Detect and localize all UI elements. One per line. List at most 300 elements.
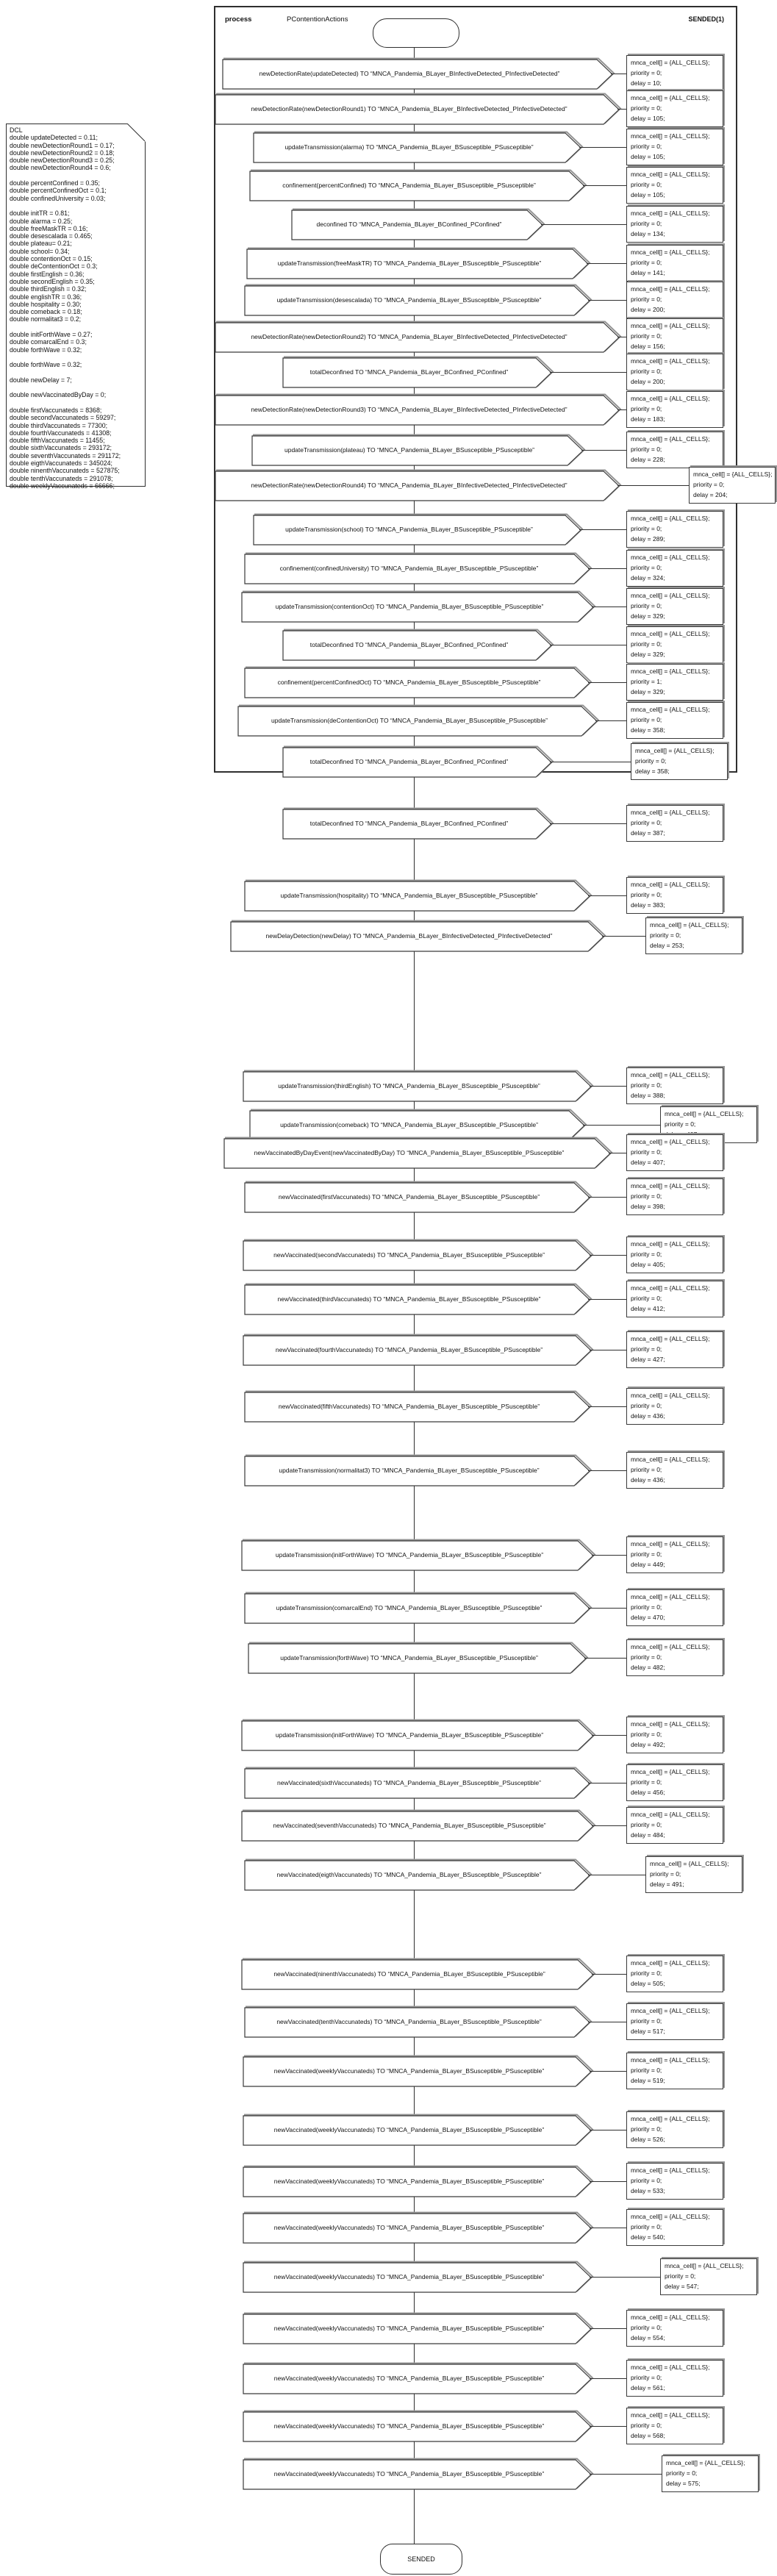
- output-signal-label: totalDeconfined TO “MNCA_Pandemia_BLayer_BConfined_PConfined”: [309, 758, 509, 765]
- param-priority-line: priority = 0;: [631, 68, 662, 76]
- param-note-box[interactable]: [626, 245, 723, 282]
- param-delay-line: delay = 253;: [650, 941, 684, 949]
- connector-line: [592, 1735, 626, 1736]
- param-priority-line: priority = 0;: [631, 142, 662, 150]
- output-signal-label: confinement(confinedUniversity) TO “MNCA_Pandemia_BLayer_BSusceptible_PSusceptible”: [279, 565, 539, 572]
- param-cells-line: mnca_cell[] = {ALL_CELLS};: [631, 248, 710, 256]
- dcl-line: double school= 0.34;: [10, 247, 70, 255]
- dcl-line: double firstEnglish = 0.36;: [10, 270, 85, 278]
- param-cells-line: mnca_cell[] = {ALL_CELLS};: [631, 2314, 710, 2321]
- connector-line: [590, 2474, 662, 2475]
- dcl-line: double seventhVaccunateds = 291172;: [10, 451, 121, 459]
- param-priority-line: priority = 0;: [631, 404, 662, 412]
- param-delay-line: delay = 105;: [631, 114, 665, 122]
- connector-line: [588, 1299, 626, 1300]
- connector-line: [617, 109, 626, 110]
- param-note-box[interactable]: [626, 2209, 723, 2246]
- param-delay-line: delay = 407;: [631, 1158, 665, 1166]
- output-signal-label: updateTransmission(comarcalEnd) TO “MNCA_Pandemia_BLayer_BSusceptible_PSusceptible”: [276, 1604, 543, 1611]
- param-note-box[interactable]: [626, 391, 723, 428]
- param-delay-line: delay = 329;: [631, 687, 665, 695]
- process-keyword-label: process: [225, 15, 252, 24]
- param-note-box[interactable]: [626, 511, 723, 548]
- param-delay-line: delay = 505;: [631, 1979, 665, 1987]
- dcl-line: double eigthVaccunateds = 345024;: [10, 459, 112, 468]
- connector-line: [617, 485, 689, 486]
- param-cells-line: mnca_cell[] = {ALL_CELLS};: [631, 2167, 710, 2174]
- output-signal-label: newDetectionRate(updateDetected) TO “MNCA_Pandemia_BLayer_BInfectiveDetected_PInfectiveDetected”: [259, 70, 560, 77]
- connector-line: [579, 147, 626, 148]
- param-priority-line: priority = 0;: [631, 1969, 662, 1977]
- connector-line: [588, 682, 626, 683]
- output-signal-label: newVaccinated(secondVaccunateds) TO “MNCA_Pandemia_BLayer_BSusceptible_PSusceptible”: [273, 1251, 545, 1259]
- dcl-line: double newVaccinatedByDay = 0;: [10, 391, 107, 399]
- dcl-line: double percentConfinedOct = 0.1;: [10, 187, 107, 195]
- param-priority-line: priority = 0;: [631, 1250, 662, 1258]
- connector-line: [588, 1197, 626, 1198]
- connector-line: [584, 1658, 626, 1659]
- output-signal-label: updateTransmission(deContentionOct) TO “MNCA_Pandemia_BLayer_BSusceptible_PSusceptible”: [271, 717, 548, 724]
- output-signal-label: newDetectionRate(newDetectionRound2) TO “MNCA_Pandemia_BLayer_BInfectiveDetected_PInfectiveDetected”: [251, 333, 567, 340]
- param-note-box[interactable]: [660, 2258, 757, 2295]
- output-signal-label: newVaccinated(tenthVaccunateds) TO “MNCA_Pandemia_BLayer_BSusceptible_PSusceptible”: [276, 2018, 542, 2025]
- param-note-box[interactable]: [626, 2408, 723, 2444]
- param-cells-line: mnca_cell[] = {ALL_CELLS};: [631, 1392, 710, 1399]
- param-cells-line: mnca_cell[] = {ALL_CELLS};: [631, 554, 710, 561]
- dcl-line: double fourthVaccunateds = 41308;: [10, 429, 112, 437]
- connector-line: [590, 1086, 626, 1087]
- param-priority-line: priority = 1;: [631, 677, 662, 685]
- output-signal-label: newVaccinated(fifthVaccunateds) TO “MNCA_Pandemia_BLayer_BSusceptible_PSusceptible”: [278, 1403, 540, 1410]
- param-priority-line: priority = 0;: [631, 563, 662, 571]
- dcl-line: double percentConfined = 0.35;: [10, 179, 101, 187]
- param-cells-line: mnca_cell[] = {ALL_CELLS};: [650, 921, 729, 929]
- output-signal-label: newVaccinated(fourthVaccunateds) TO “MNCA_Pandemia_BLayer_BSusceptible_PSusceptible”: [275, 1346, 543, 1353]
- param-priority-line: priority = 0;: [631, 715, 662, 723]
- param-delay-line: delay = 561;: [631, 2383, 665, 2391]
- param-delay-line: delay = 105;: [631, 152, 665, 160]
- param-delay-line: delay = 329;: [631, 612, 665, 620]
- param-cells-line: mnca_cell[] = {ALL_CELLS};: [650, 1860, 729, 1867]
- output-signal-label: updateTransmission(thirdEnglish) TO “MNCA_Pandemia_BLayer_BSusceptible_PSusceptible”: [278, 1082, 540, 1090]
- param-cells-line: mnca_cell[] = {ALL_CELLS};: [631, 1240, 710, 1248]
- param-delay-line: delay = 388;: [631, 1091, 665, 1099]
- param-cells-line: mnca_cell[] = {ALL_CELLS};: [631, 171, 710, 178]
- output-signal-label: newDelayDetection(newDelay) TO “MNCA_Pandemia_BLayer_BInfectiveDetected_PInfectiveDetected”: [265, 932, 553, 940]
- param-delay-line: delay = 436;: [631, 1475, 665, 1484]
- param-priority-line: priority = 0;: [631, 2421, 662, 2429]
- param-cells-line: mnca_cell[] = {ALL_CELLS};: [631, 1456, 710, 1463]
- param-delay-line: delay = 10;: [631, 79, 662, 87]
- param-priority-line: priority = 0;: [631, 1081, 662, 1089]
- param-note-box[interactable]: [626, 550, 723, 587]
- param-cells-line: mnca_cell[] = {ALL_CELLS};: [631, 322, 710, 329]
- param-cells-line: mnca_cell[] = {ALL_CELLS};: [631, 285, 710, 293]
- param-priority-line: priority = 0;: [631, 1465, 662, 1473]
- param-priority-line: priority = 0;: [631, 1550, 662, 1558]
- param-note-box[interactable]: [626, 626, 723, 663]
- param-note-box[interactable]: [626, 282, 723, 318]
- param-note-box[interactable]: [626, 805, 723, 842]
- param-note-box[interactable]: [626, 1067, 723, 1104]
- dcl-line: [10, 384, 142, 391]
- dcl-line: [10, 369, 142, 376]
- param-note-box[interactable]: [626, 2310, 723, 2347]
- param-priority-line: priority = 0;: [650, 931, 681, 939]
- param-delay-line: delay = 358;: [635, 767, 670, 775]
- param-delay-line: delay = 427;: [631, 1355, 665, 1363]
- param-note-box[interactable]: [626, 1589, 723, 1626]
- dcl-line: double secondEnglish = 0.35;: [10, 277, 95, 285]
- connector-line: [590, 2277, 660, 2278]
- param-priority-line: priority = 0;: [631, 104, 662, 112]
- param-note-box[interactable]: [626, 55, 723, 92]
- param-note-box[interactable]: [626, 2053, 723, 2089]
- param-priority-line: priority = 0;: [631, 295, 662, 303]
- connector-line: [590, 1255, 626, 1256]
- param-note-box[interactable]: [645, 917, 742, 954]
- output-signal-label: newVaccinated(seventhVaccunateds) TO “MNCA_Pandemia_BLayer_BSusceptible_PSusceptible”: [273, 1822, 546, 1829]
- connector-line: [588, 300, 626, 301]
- param-note-box[interactable]: [626, 167, 723, 204]
- param-priority-line: priority = 0;: [631, 258, 662, 266]
- dcl-line: double thirdVaccunateds = 77300;: [10, 421, 108, 429]
- param-priority-line: priority = 0;: [631, 601, 662, 609]
- param-delay-line: delay = 517;: [631, 2027, 665, 2035]
- connector-line: [590, 2071, 626, 2072]
- param-note-box[interactable]: [626, 1807, 723, 1844]
- param-priority-line: priority = 0;: [693, 480, 725, 488]
- param-note-box[interactable]: [626, 1639, 723, 1676]
- param-note-box[interactable]: [645, 1856, 742, 1893]
- param-delay-line: delay = 200;: [631, 305, 665, 313]
- param-priority-line: priority = 0;: [631, 818, 662, 826]
- param-note-box[interactable]: [626, 877, 723, 914]
- param-priority-line: priority = 0;: [631, 2176, 662, 2184]
- output-signal-label: totalDeconfined TO “MNCA_Pandemia_BLayer_BConfined_PConfined”: [309, 641, 509, 648]
- param-note-box[interactable]: [626, 1178, 723, 1215]
- param-cells-line: mnca_cell[] = {ALL_CELLS};: [631, 881, 710, 888]
- param-priority-line: priority = 0;: [631, 1820, 662, 1828]
- dcl-line: double fifthVaccunateds = 11455;: [10, 437, 105, 445]
- dcl-line: double englishTR = 0.36;: [10, 293, 82, 301]
- param-delay-line: delay = 134;: [631, 229, 665, 237]
- param-note-box[interactable]: [626, 664, 723, 701]
- param-note-box[interactable]: [626, 2360, 723, 2397]
- output-signal-label: newVaccinated(weeklyVaccunateds) TO “MNCA_Pandemia_BLayer_BSusceptible_PSusceptible”: [273, 2470, 545, 2477]
- param-delay-line: delay = 383;: [631, 901, 665, 909]
- param-cells-line: mnca_cell[] = {ALL_CELLS};: [631, 1959, 710, 1967]
- param-cells-line: mnca_cell[] = {ALL_CELLS};: [631, 2056, 710, 2064]
- output-signal-label: updateTransmission(initForthWave) TO “MNCA_Pandemia_BLayer_BSusceptible_PSusceptible”: [275, 1551, 544, 1559]
- param-cells-line: mnca_cell[] = {ALL_CELLS};: [631, 706, 710, 713]
- param-note-box[interactable]: [689, 467, 776, 504]
- param-delay-line: delay = 484;: [631, 1831, 665, 1839]
- param-cells-line: mnca_cell[] = {ALL_CELLS};: [631, 1811, 710, 1818]
- param-cells-line: mnca_cell[] = {ALL_CELLS};: [631, 592, 710, 599]
- param-delay-line: delay = 183;: [631, 415, 665, 423]
- param-priority-line: priority = 0;: [631, 219, 662, 227]
- connector-line: [592, 1555, 626, 1556]
- param-priority-line: priority = 0;: [631, 1730, 662, 1738]
- param-priority-line: priority = 0;: [631, 2066, 662, 2074]
- param-cells-line: mnca_cell[] = {ALL_CELLS};: [631, 2115, 710, 2122]
- param-cells-line: mnca_cell[] = {ALL_CELLS};: [631, 1540, 710, 1548]
- param-priority-line: priority = 0;: [631, 1294, 662, 1302]
- param-cells-line: mnca_cell[] = {ALL_CELLS};: [631, 630, 710, 637]
- param-cells-line: mnca_cell[] = {ALL_CELLS};: [631, 2411, 710, 2419]
- param-delay-line: delay = 228;: [631, 455, 665, 463]
- param-cells-line: mnca_cell[] = {ALL_CELLS};: [631, 668, 710, 675]
- param-note-box[interactable]: [626, 318, 723, 355]
- param-priority-line: priority = 0;: [631, 1603, 662, 1611]
- end-state[interactable]: [380, 2544, 462, 2575]
- connector-line: [581, 450, 626, 451]
- dcl-line: double initTR = 0.81;: [10, 210, 70, 218]
- dcl-line: double forthWave = 0.32;: [10, 346, 82, 354]
- param-delay-line: delay = 324;: [631, 573, 665, 582]
- param-note-box[interactable]: [626, 1281, 723, 1317]
- connector-line: [590, 2426, 626, 2427]
- param-cells-line: mnca_cell[] = {ALL_CELLS};: [631, 515, 710, 522]
- connector-line: [602, 936, 645, 937]
- param-delay-line: delay = 436;: [631, 1412, 665, 1420]
- param-delay-line: delay = 398;: [631, 1202, 665, 1210]
- output-signal-label: updateTransmission(forthWave) TO “MNCA_Pandemia_BLayer_BSusceptible_PSusceptible”: [280, 1654, 538, 1661]
- dcl-text: [10, 126, 142, 490]
- connector-line: [587, 263, 626, 264]
- param-priority-line: priority = 0;: [631, 2125, 662, 2133]
- param-priority-line: priority = 0;: [631, 1778, 662, 1786]
- dcl-line: double firstVaccunateds = 8368;: [10, 406, 102, 414]
- param-priority-line: priority = 0;: [631, 445, 662, 453]
- output-signal-label: newVaccinated(sixthVaccunateds) TO “MNCA_Pandemia_BLayer_BSusceptible_PSusceptible”: [277, 1779, 541, 1786]
- param-priority-line: priority = 0;: [635, 756, 667, 765]
- param-delay-line: delay = 568;: [631, 2431, 665, 2439]
- dcl-line: double alarma = 0.25;: [10, 217, 73, 225]
- note-fold-corner-icon: [127, 124, 146, 142]
- param-priority-line: priority = 0;: [631, 524, 662, 532]
- connector-line: [583, 185, 626, 186]
- param-note-box[interactable]: [662, 2455, 759, 2492]
- output-signal-label: totalDeconfined TO “MNCA_Pandemia_BLayer_BConfined_PConfined”: [309, 820, 509, 827]
- connector-line: [617, 409, 626, 410]
- connector-line: [583, 1125, 660, 1126]
- param-note-box[interactable]: [626, 1536, 723, 1573]
- param-note-box[interactable]: [626, 1764, 723, 1801]
- output-signal-label: confinement(percentConfined) TO “MNCA_Pandemia_BLayer_BSusceptible_PSusceptible”: [282, 182, 536, 189]
- param-priority-line: priority = 0;: [631, 332, 662, 340]
- param-delay-line: delay = 547;: [665, 2282, 699, 2290]
- param-cells-line: mnca_cell[] = {ALL_CELLS};: [631, 809, 710, 816]
- dcl-line: double weeklyVaccunateds = 66666;: [10, 482, 115, 490]
- param-note-box[interactable]: [626, 354, 723, 390]
- output-signal-label: newVaccinated(weeklyVaccunateds) TO “MNCA_Pandemia_BLayer_BSusceptible_PSusceptible”: [273, 2126, 545, 2133]
- param-delay-line: delay = 289;: [631, 534, 665, 543]
- output-signal-label: updateTransmission(alarma) TO “MNCA_Pandemia_BLayer_BSusceptible_PSusceptible”: [284, 143, 534, 151]
- output-signal-label: newVaccinated(weeklyVaccunateds) TO “MNCA_Pandemia_BLayer_BSusceptible_PSusceptible”: [273, 2375, 545, 2382]
- param-cells-line: mnca_cell[] = {ALL_CELLS};: [631, 435, 710, 443]
- start-state[interactable]: [373, 18, 459, 48]
- sended-count-label: SENDED(1): [688, 15, 724, 23]
- dcl-line: double newDetectionRound4 = 0.6;: [10, 164, 111, 172]
- param-cells-line: mnca_cell[] = {ALL_CELLS};: [631, 1768, 710, 1775]
- param-priority-line: priority = 0;: [631, 2373, 662, 2381]
- connector-line: [595, 720, 626, 721]
- param-note-box[interactable]: [626, 2163, 723, 2200]
- output-signal-label: newDetectionRate(newDetectionRound3) TO “MNCA_Pandemia_BLayer_BInfectiveDetected_PInfectiveDetected”: [251, 406, 567, 413]
- param-note-box[interactable]: [626, 432, 723, 468]
- connector-line: [588, 1406, 626, 1407]
- connector-line: [590, 2378, 626, 2379]
- connector-line: [588, 895, 626, 896]
- param-priority-line: priority = 0;: [631, 1653, 662, 1661]
- param-cells-line: mnca_cell[] = {ALL_CELLS};: [693, 471, 773, 478]
- dcl-line: [10, 323, 142, 331]
- param-delay-line: delay = 526;: [631, 2135, 665, 2143]
- param-cells-line: mnca_cell[] = {ALL_CELLS};: [631, 2007, 710, 2014]
- output-signal-label: newVaccinated(weeklyVaccunateds) TO “MNCA_Pandemia_BLayer_BSusceptible_PSusceptible”: [273, 2067, 545, 2075]
- param-cells-line: mnca_cell[] = {ALL_CELLS};: [631, 357, 710, 365]
- dcl-line: [10, 354, 142, 361]
- param-delay-line: delay = 387;: [631, 829, 665, 837]
- param-delay-line: delay = 554;: [631, 2333, 665, 2341]
- param-priority-line: priority = 0;: [650, 1870, 681, 1878]
- param-delay-line: delay = 519;: [631, 2076, 665, 2084]
- param-delay-line: delay = 156;: [631, 342, 665, 350]
- output-signal-label: newVaccinatedByDayEvent(newVaccinatedByDay) TO “MNCA_Pandemia_BLayer_BSusceptible_PSusceptible”: [254, 1149, 565, 1156]
- param-cells-line: mnca_cell[] = {ALL_CELLS};: [631, 132, 710, 140]
- connector-line: [550, 372, 626, 373]
- param-priority-line: priority = 0;: [631, 1192, 662, 1200]
- dcl-line: double normalitat3 = 0.2;: [10, 315, 82, 323]
- param-cells-line: mnca_cell[] = {ALL_CELLS};: [631, 1138, 710, 1145]
- dcl-line: double newDetectionRound1 = 0.17;: [10, 141, 115, 149]
- param-cells-line: mnca_cell[] = {ALL_CELLS};: [665, 2262, 744, 2269]
- connector-line: [592, 1825, 626, 1826]
- connector-line: [579, 529, 626, 530]
- param-note-box[interactable]: [626, 1331, 723, 1368]
- dcl-line: [10, 202, 142, 210]
- param-priority-line: priority = 0;: [631, 640, 662, 648]
- dcl-line: DCL: [10, 126, 23, 134]
- param-note-box[interactable]: [631, 743, 728, 780]
- param-delay-line: delay = 200;: [631, 377, 665, 385]
- connector-line: [550, 823, 626, 824]
- process-name-label: PContentionActions: [287, 15, 348, 24]
- param-priority-line: priority = 0;: [631, 2323, 662, 2331]
- dcl-line: double newDetectionRound2 = 0.18;: [10, 149, 115, 157]
- param-cells-line: mnca_cell[] = {ALL_CELLS};: [666, 2459, 745, 2466]
- param-note-box[interactable]: [626, 588, 723, 625]
- param-delay-line: delay = 204;: [693, 490, 728, 498]
- output-signal-label: updateTransmission(normalitat3) TO “MNCA_Pandemia_BLayer_BSusceptible_PSusceptible”: [279, 1467, 540, 1474]
- param-note-box[interactable]: [626, 1452, 723, 1489]
- param-delay-line: delay = 105;: [631, 190, 665, 198]
- param-note-box[interactable]: [626, 90, 723, 127]
- param-note-box[interactable]: [626, 2111, 723, 2148]
- output-signal-label: newVaccinated(weeklyVaccunateds) TO “MNCA_Pandemia_BLayer_BSusceptible_PSusceptible”: [273, 2273, 545, 2280]
- param-cells-line: mnca_cell[] = {ALL_CELLS};: [665, 1110, 744, 1117]
- param-cells-line: mnca_cell[] = {ALL_CELLS};: [631, 59, 710, 66]
- param-note-box[interactable]: [626, 1388, 723, 1425]
- dcl-line: double forthWave = 0.32;: [10, 361, 82, 369]
- param-note-box[interactable]: [626, 2003, 723, 2040]
- connector-line: [588, 1470, 626, 1471]
- param-note-box[interactable]: [626, 1134, 723, 1171]
- output-signal-label: deconfined TO “MNCA_Pandemia_BLayer_BConfined_PConfined”: [316, 221, 502, 228]
- connector-line: [588, 1608, 626, 1609]
- dcl-line: double hospitality = 0.30;: [10, 300, 82, 308]
- param-cells-line: mnca_cell[] = {ALL_CELLS};: [631, 1071, 710, 1078]
- param-delay-line: delay = 449;: [631, 1560, 665, 1568]
- connector-line: [590, 2328, 626, 2329]
- dcl-line: double initForthWave = 0.27;: [10, 331, 93, 339]
- output-signal-label: newVaccinated(weeklyVaccunateds) TO “MNCA_Pandemia_BLayer_BSusceptible_PSusceptible”: [273, 2422, 545, 2430]
- param-priority-line: priority = 0;: [631, 367, 662, 375]
- output-signal-label: newDetectionRate(newDetectionRound1) TO “MNCA_Pandemia_BLayer_BInfectiveDetected_PInfectiveDetected”: [251, 105, 567, 112]
- dcl-line: double newDetectionRound3 = 0.25;: [10, 157, 115, 165]
- output-signal-label: updateTransmission(plateau) TO “MNCA_Pandemia_BLayer_BSusceptible_PSusceptible”: [284, 446, 535, 454]
- dcl-line: double comeback = 0.18;: [10, 308, 82, 316]
- dcl-declarations-note[interactable]: [6, 124, 146, 490]
- param-delay-line: delay = 329;: [631, 650, 665, 658]
- output-signal-label: confinement(percentConfinedOct) TO “MNCA_Pandemia_BLayer_BSusceptible_PSusceptible”: [277, 679, 541, 686]
- param-note-box[interactable]: [626, 1956, 723, 1992]
- end-state-label: SENDED: [407, 2555, 435, 2563]
- param-delay-line: delay = 141;: [631, 268, 665, 276]
- output-signal-label: updateTransmission(initForthWave) TO “MNCA_Pandemia_BLayer_BSusceptible_PSusceptible”: [275, 1731, 544, 1739]
- dcl-line: double tenthVaccunateds = 291078;: [10, 474, 113, 482]
- dcl-line: double updateDetected = 0.11;: [10, 134, 98, 142]
- param-note-box[interactable]: [626, 1717, 723, 1753]
- param-cells-line: mnca_cell[] = {ALL_CELLS};: [631, 1643, 710, 1650]
- output-signal-label: updateTransmission(freeMaskTR) TO “MNCA_Pandemia_BLayer_BSusceptible_PSusceptible”: [277, 260, 542, 267]
- connector-line: [541, 224, 626, 225]
- param-note-box[interactable]: [626, 206, 723, 243]
- output-signal-label: newDetectionRate(newDetectionRound4) TO “MNCA_Pandemia_BLayer_BInfectiveDetected_PInfectiveDetected”: [251, 482, 567, 489]
- param-delay-line: delay = 491;: [650, 1880, 684, 1888]
- param-cells-line: mnca_cell[] = {ALL_CELLS};: [631, 1720, 710, 1728]
- output-signal-label: updateTransmission(hospitality) TO “MNCA_Pandemia_BLayer_BSusceptible_PSusceptible”: [280, 892, 538, 899]
- param-cells-line: mnca_cell[] = {ALL_CELLS};: [631, 2213, 710, 2220]
- dcl-line: double contentionOct = 0.15;: [10, 255, 93, 263]
- dcl-line: double desescalada = 0.465;: [10, 232, 93, 240]
- param-delay-line: delay = 358;: [631, 726, 665, 734]
- param-delay-line: delay = 575;: [666, 2479, 701, 2487]
- dcl-line: [10, 172, 142, 179]
- param-priority-line: priority = 0;: [665, 2272, 696, 2280]
- connector-line: [588, 568, 626, 569]
- param-note-box[interactable]: [626, 1237, 723, 1273]
- param-priority-line: priority = 0;: [631, 180, 662, 188]
- param-note-box[interactable]: [626, 129, 723, 165]
- dcl-line: double plateau= 0.21;: [10, 240, 72, 248]
- param-cells-line: mnca_cell[] = {ALL_CELLS};: [631, 1593, 710, 1600]
- param-delay-line: delay = 456;: [631, 1788, 665, 1796]
- param-priority-line: priority = 0;: [666, 2469, 698, 2477]
- param-priority-line: priority = 0;: [631, 1401, 662, 1409]
- dcl-line: double sixthVaccunateds = 293172;: [10, 444, 112, 452]
- param-cells-line: mnca_cell[] = {ALL_CELLS};: [631, 210, 710, 217]
- output-signal-label: newVaccinated(weeklyVaccunateds) TO “MNCA_Pandemia_BLayer_BSusceptible_PSusceptible”: [273, 2178, 545, 2185]
- output-signal-label: updateTransmission(school) TO “MNCA_Pandemia_BLayer_BSusceptible_PSusceptible”: [285, 526, 533, 533]
- output-signal-label: updateTransmission(comeback) TO “MNCA_Pandemia_BLayer_BSusceptible_PSusceptible”: [280, 1121, 538, 1128]
- output-signal-label: updateTransmission(contentionOct) TO “MNCA_Pandemia_BLayer_BSusceptible_PSusceptible”: [275, 603, 544, 610]
- param-note-box[interactable]: [626, 702, 723, 739]
- param-delay-line: delay = 492;: [631, 1740, 665, 1748]
- param-priority-line: priority = 0;: [631, 1345, 662, 1353]
